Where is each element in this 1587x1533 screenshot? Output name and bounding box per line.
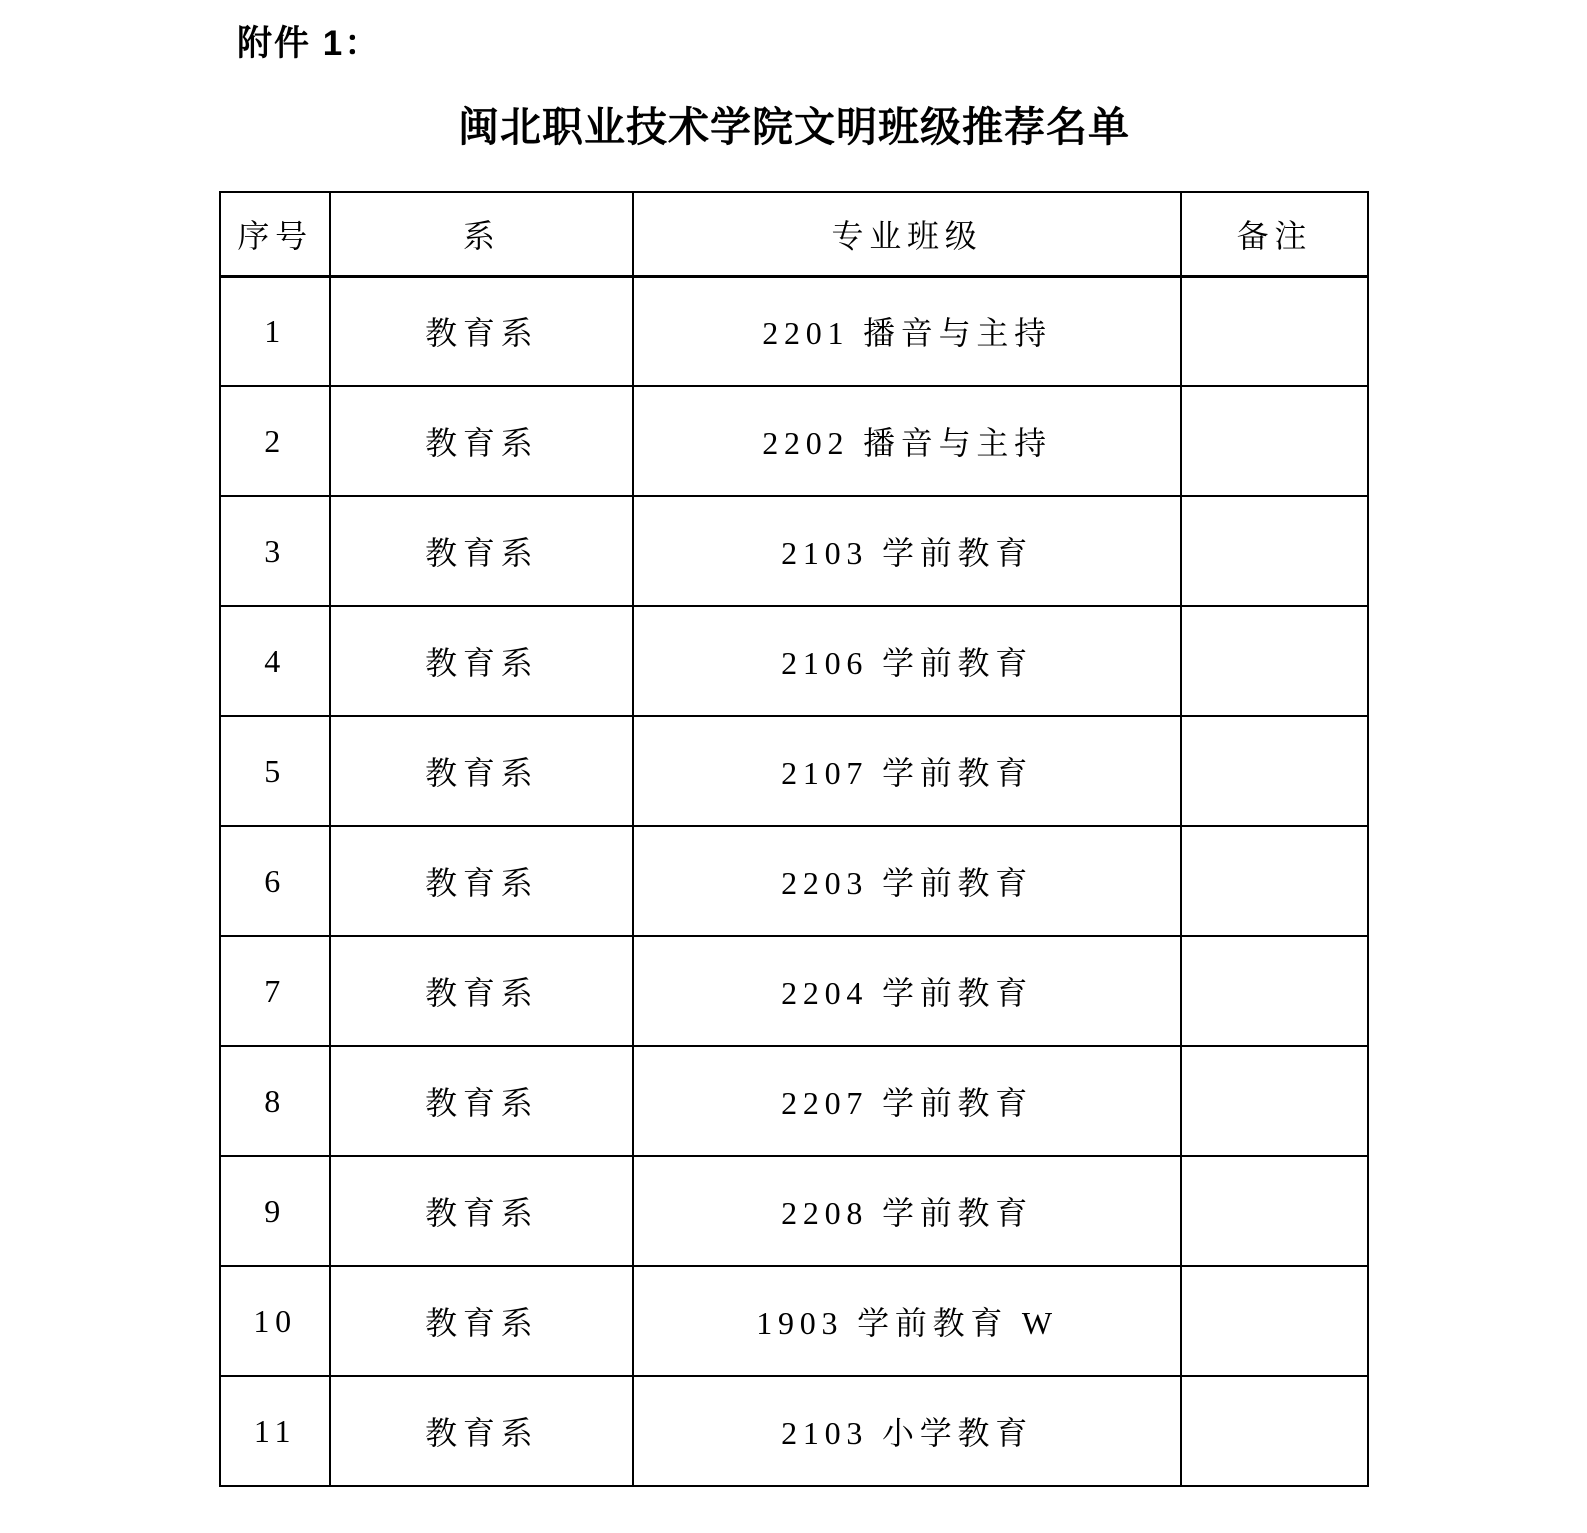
cell-department: 教育系 [330, 1156, 633, 1266]
cell-no: 5 [220, 716, 330, 826]
column-header-remark: 备注 [1181, 192, 1368, 276]
table-row [220, 936, 1368, 1046]
cell-remark [1181, 1266, 1368, 1376]
cell-no: 10 [220, 1266, 330, 1376]
table-row [220, 496, 1368, 606]
table-body [220, 276, 1368, 1486]
cell-remark [1181, 936, 1368, 1046]
cell-department: 教育系 [330, 826, 633, 936]
cell-remark [1181, 496, 1368, 606]
recommendation-table [219, 191, 1369, 1487]
cell-department: 教育系 [330, 1376, 633, 1486]
table-row [220, 1376, 1368, 1486]
cell-department: 教育系 [330, 386, 633, 496]
table-row [220, 276, 1368, 386]
cell-class: 2203 学前教育 [633, 826, 1181, 936]
cell-no: 11 [220, 1376, 330, 1486]
cell-no: 1 [220, 276, 330, 386]
table-container [219, 191, 1369, 1487]
table-row [220, 386, 1368, 496]
table-row [220, 716, 1368, 826]
cell-remark [1181, 386, 1368, 496]
cell-remark [1181, 1376, 1368, 1486]
cell-department: 教育系 [330, 936, 633, 1046]
cell-no: 8 [220, 1046, 330, 1156]
table-header [220, 192, 1368, 276]
cell-class: 1903 学前教育 W [633, 1266, 1181, 1376]
cell-remark [1181, 826, 1368, 936]
cell-no: 9 [220, 1156, 330, 1266]
header-row [220, 192, 1368, 276]
cell-remark [1181, 606, 1368, 716]
cell-class: 2103 学前教育 [633, 496, 1181, 606]
table-row [220, 1156, 1368, 1266]
cell-department: 教育系 [330, 1046, 633, 1156]
cell-department: 教育系 [330, 716, 633, 826]
table-row [220, 1046, 1368, 1156]
cell-class: 2107 学前教育 [633, 716, 1181, 826]
cell-class: 2103 小学教育 [633, 1376, 1181, 1486]
column-header-no: 序号 [220, 192, 330, 276]
table-row [220, 826, 1368, 936]
cell-remark [1181, 716, 1368, 826]
column-header-class: 专业班级 [633, 192, 1181, 276]
cell-department: 教育系 [330, 276, 633, 386]
cell-class: 2204 学前教育 [633, 936, 1181, 1046]
cell-remark [1181, 276, 1368, 386]
attachment-label: 附件 1： [237, 24, 382, 63]
cell-remark [1181, 1156, 1368, 1266]
cell-class: 2201 播音与主持 [633, 276, 1181, 386]
column-header-department: 系 [330, 192, 633, 276]
cell-no: 4 [220, 606, 330, 716]
cell-class: 2106 学前教育 [633, 606, 1181, 716]
cell-department: 教育系 [330, 1266, 633, 1376]
table-row [220, 1266, 1368, 1376]
cell-class: 2202 播音与主持 [633, 386, 1181, 496]
cell-department: 教育系 [330, 496, 633, 606]
table-row [220, 606, 1368, 716]
cell-class: 2208 学前教育 [633, 1156, 1181, 1266]
cell-no: 2 [220, 386, 330, 496]
page-title: 闽北职业技术学院文明班级推荐名单 [458, 104, 1130, 150]
cell-no: 7 [220, 936, 330, 1046]
cell-department: 教育系 [330, 606, 633, 716]
cell-remark [1181, 1046, 1368, 1156]
cell-no: 3 [220, 496, 330, 606]
cell-no: 6 [220, 826, 330, 936]
cell-class: 2207 学前教育 [633, 1046, 1181, 1156]
